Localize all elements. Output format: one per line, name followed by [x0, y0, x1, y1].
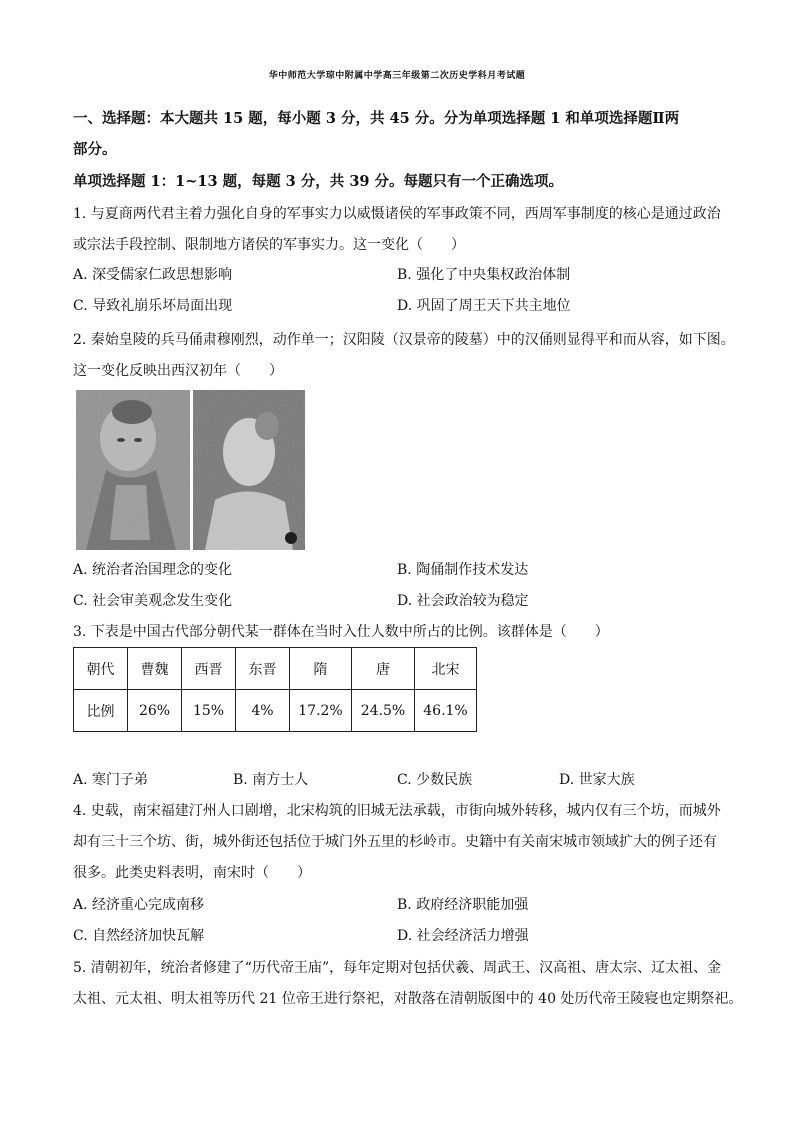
- table-cell: 26%: [128, 690, 182, 732]
- q2-option-a[interactable]: A. 统治者治国理念的变化: [73, 562, 233, 578]
- q1-option-d[interactable]: D. 巩固了周王天下共主地位: [397, 298, 571, 314]
- q4-stem-cont2: 很多。此类史料表明，南宋时（ ）: [73, 865, 311, 881]
- q3-option-a[interactable]: A. 寒门子弟: [73, 772, 149, 788]
- table-cell: 4%: [236, 690, 290, 732]
- q2-stem-cont: 这一变化反映出西汉初年（ ）: [73, 363, 283, 379]
- ratio-table: [73, 647, 477, 732]
- q2-stem: 2. 秦始皇陵的兵马俑肃穆刚烈，动作单一；汉阳陵（汉景帝的陵墓）中的汉俑则显得平和而从容，如下图。: [73, 332, 735, 348]
- q5-stem: 5. 清朝初年，统治者修建了“历代帝王庙”，每年定期对包括伏羲、周武王、汉高祖、唐太宗、辽太祖、金: [73, 960, 722, 976]
- q4-stem: 4. 史载，南宋福建汀州人口剧增，北宋构筑的旧城无法承载，市街向城外转移，城内仅有三个坊，而城外: [73, 803, 721, 819]
- table-header-cell: 朝代: [74, 648, 128, 690]
- table-cell: 17.2%: [290, 690, 352, 732]
- q3-option-c[interactable]: C. 少数民族: [397, 772, 473, 788]
- q1-option-c[interactable]: C. 导致礼崩乐坏局面出现: [73, 298, 233, 314]
- table-header-cell: 东晋: [236, 648, 290, 690]
- table-row: [74, 648, 477, 690]
- section-heading: 一、选择题：本大题共 15 题，每小题 3 分，共 45 分。分为单项选择题 1 和单项选择题Ⅱ两: [73, 110, 680, 127]
- q2-option-c[interactable]: C. 社会审美观念发生变化: [73, 593, 233, 609]
- table-header-cell: 北宋: [415, 648, 477, 690]
- table-header-cell: 曹魏: [128, 648, 182, 690]
- q1-stem-cont: 或宗法手段控制、限制地方诸侯的军事实力。这一变化（ ）: [73, 237, 465, 253]
- q2-option-b[interactable]: B. 陶俑制作技术发达: [397, 562, 529, 578]
- table-cell: 24.5%: [352, 690, 415, 732]
- table-header-cell: 隋: [290, 648, 352, 690]
- table-cell: 15%: [182, 690, 236, 732]
- han-pottery-figure-photo: [193, 390, 305, 550]
- q1-stem: 1. 与夏商两代君主着力强化自身的军事实力以威慑诸侯的军事政策不同，西周军事制度的核心是通过政治: [73, 206, 721, 222]
- qin-terracotta-warrior-photo: [76, 390, 190, 550]
- section-heading-cont: 部分。: [73, 141, 117, 158]
- q2-option-d[interactable]: D. 社会政治较为稳定: [397, 593, 529, 609]
- q4-option-b[interactable]: B. 政府经济职能加强: [397, 897, 529, 913]
- q4-stem-cont: 却有三十三个坊、街，城外街还包括位于城门外五里的杉岭市。史籍中有关南宋城市领域扩大的例子还有: [73, 834, 717, 850]
- q3-option-b[interactable]: B. 南方士人: [233, 772, 309, 788]
- q4-option-c[interactable]: C. 自然经济加快瓦解: [73, 928, 205, 944]
- table-row: [74, 690, 477, 732]
- q5-stem-cont: 太祖、元太祖、明太祖等历代 21 位帝王进行祭祀，对散落在清朝版图中的 40 处历代帝王陵寝也定期祭祀。: [73, 991, 743, 1007]
- sub-heading: 单项选择题 1：1~13 题，每题 3 分，共 39 分。每题只有一个正确选项。: [73, 173, 564, 190]
- table-header-cell: 西晋: [182, 648, 236, 690]
- q4-option-d[interactable]: D. 社会经济活力增强: [397, 928, 529, 944]
- q3-stem: 3. 下表是中国古代部分朝代某一群体在当时入仕人数中所占的比例。该群体是（ ）: [73, 624, 609, 640]
- page-title: 华中师范大学琼中附属中学高三年级第二次历史学科月考试题: [268, 71, 526, 81]
- table-cell: 比例: [74, 690, 128, 732]
- table-header-cell: 唐: [352, 648, 415, 690]
- q4-option-a[interactable]: A. 经济重心完成南移: [73, 897, 205, 913]
- table-cell: 46.1%: [415, 690, 477, 732]
- q3-option-d[interactable]: D. 世家大族: [559, 772, 635, 788]
- q1-option-b[interactable]: B. 强化了中央集权政治体制: [397, 267, 571, 283]
- q1-option-a[interactable]: A. 深受儒家仁政思想影响: [73, 267, 233, 283]
